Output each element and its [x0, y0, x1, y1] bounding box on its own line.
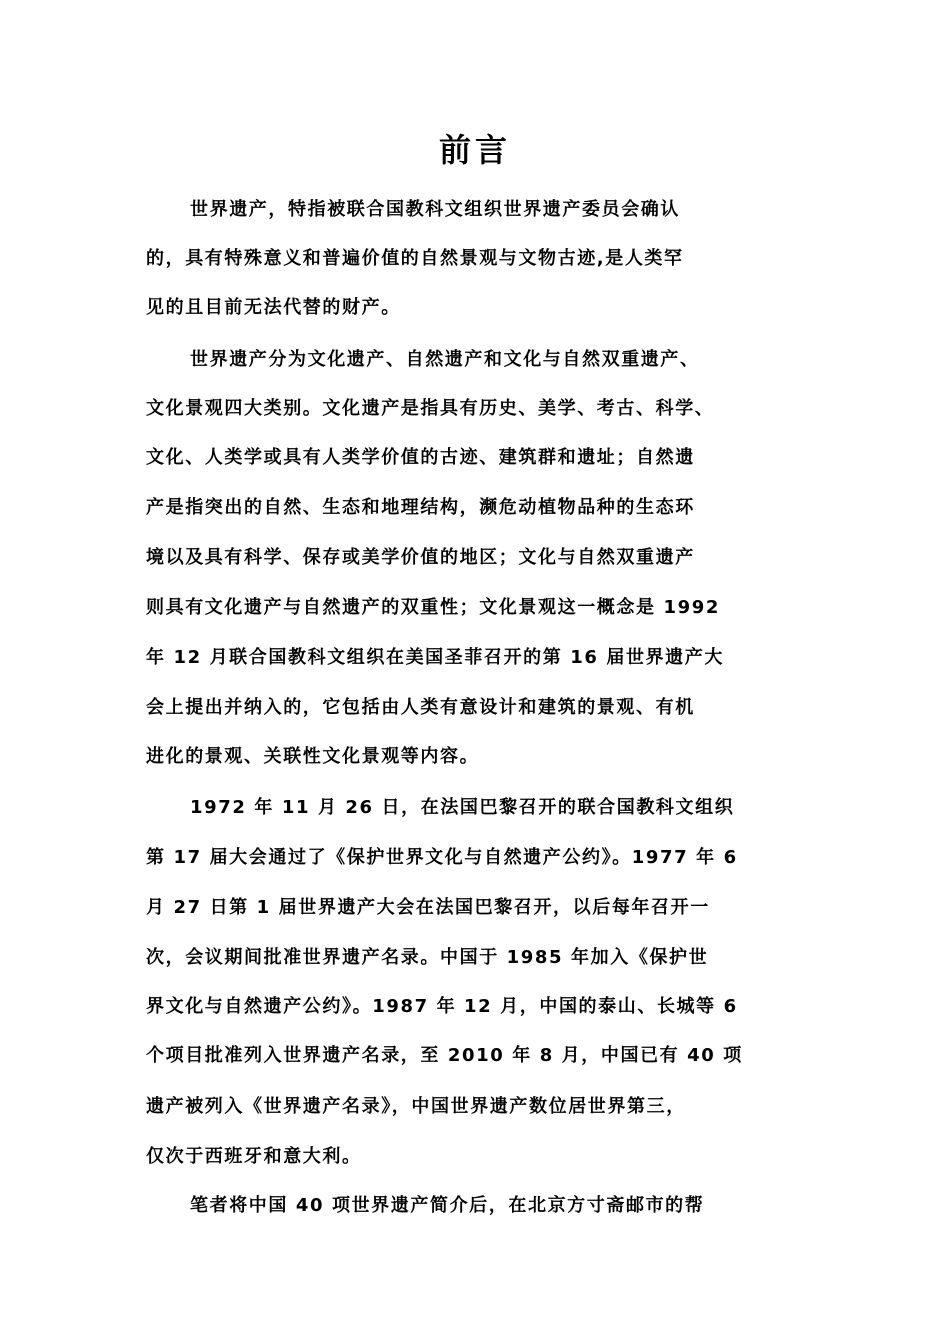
text-line: 文化景观四大类别。文化遗产是指具有历史、美学、考古、科学、: [146, 398, 715, 419]
text-line: 遗产被列入《世界遗产名录》，中国世界遗产数位居世界第三，: [146, 1096, 686, 1117]
text-line: 年 12 月联合国教科文组织在美国圣菲召开的第 16 届世界遗产大: [146, 647, 724, 668]
text-line: 进化的景观、关联性文化景观等内容。: [146, 746, 480, 767]
text-line: 次，会议期间批准世界遗产名录。中国于 1985 年加入《保护世: [146, 947, 709, 968]
text-line: 境以及具有科学、保存或美学价值的地区；文化与自然双重遗产: [146, 547, 695, 568]
text-line: 世界遗产，特指被联合国教科文组织世界遗产委员会确认: [190, 199, 680, 220]
text-line: 个项目批准列入世界遗产名录，至 2010 年 8 月，中国已有 40 项: [146, 1045, 743, 1066]
text-line: 的，具有特殊意义和普遍价值的自然景观与文物古迹,是人类罕: [146, 248, 684, 269]
text-line: 则具有文化遗产与自然遗产的双重性；文化景观这一概念是 1992: [146, 597, 720, 618]
text-line: 产是指突出的自然、生态和地理结构，濒危动植物品种的生态环: [146, 497, 695, 518]
text-line: 会上提出并纳入的，它包括由人类有意设计和建筑的景观、有机: [146, 697, 695, 718]
text-line: 1972 年 11 月 26 日，在法国巴黎召开的联合国教科文组织: [190, 797, 735, 818]
text-line: 文化、人类学或具有人类学价值的古迹、建筑群和遗址；自然遗: [146, 447, 695, 468]
text-line: 笔者将中国 40 项世界遗产简介后，在北京方寸斋邮市的帮: [190, 1195, 705, 1216]
text-line: 第 17 届大会通过了《保护世界文化与自然遗产公约》。1977 年 6: [146, 847, 738, 868]
text-line: 世界遗产分为文化遗产、自然遗产和文化与自然双重遗产、: [190, 349, 700, 370]
text-line: 界文化与自然遗产公约》。1987 年 12 月，中国的泰山、长城等 6: [146, 996, 738, 1017]
text-line: 见的且目前无法代替的财产。: [146, 297, 401, 318]
page-title: 前言: [438, 131, 511, 169]
text-line: 月 27 日第 1 届世界遗产大会在法国巴黎召开，以后每年召开一: [146, 897, 710, 918]
text-line: 仅次于西班牙和意大利。: [146, 1146, 362, 1167]
